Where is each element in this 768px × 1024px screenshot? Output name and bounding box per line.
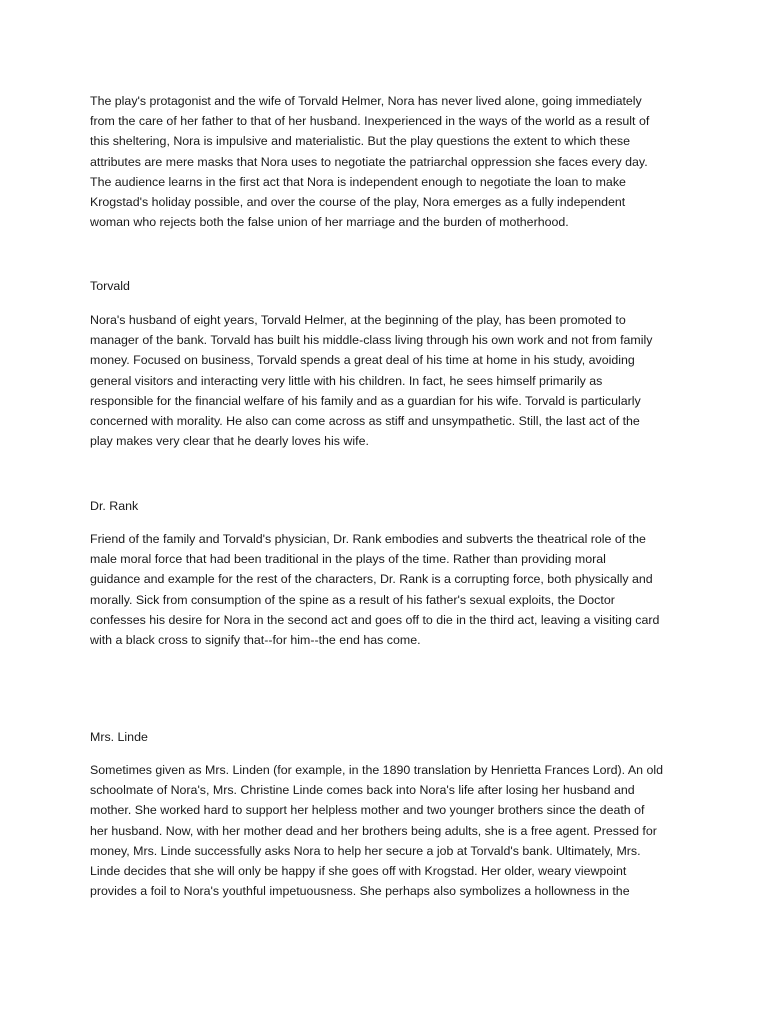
paragraph-line: schoolmate of Nora's, Mrs. Christine Linde comes back into Nora's life after losing her husband and xyxy=(90,783,635,798)
paragraph-torvald xyxy=(90,310,680,451)
paragraph-line: Sometimes given as Mrs. Linden (for example, in the 1890 translation by Henrietta Frances Lord). An old xyxy=(90,763,664,777)
paragraph-line: confesses his desire for Nora in the second act and goes off to die in the third act, leaving a visiting card xyxy=(90,612,660,627)
heading-torvald: Torvald xyxy=(90,279,130,293)
paragraph-line: male moral force that had been traditional in the plays of the time. Rather than providing moral xyxy=(90,552,606,567)
paragraph-line: mother. She worked hard to support her helpless mother and two younger brothers since the death of xyxy=(90,803,645,818)
paragraph-line: money. Focused on business, Torvald spends a great deal of his time at home in his study, avoiding xyxy=(90,353,635,368)
paragraph-line: woman who rejects both the false union of her marriage and the burden of motherhood. xyxy=(90,215,569,230)
paragraph-line: from the care of her father to that of her husband. Inexperienced in the ways of the world as a result of xyxy=(90,114,650,129)
paragraph-line: provides a foil to Nora's youthful impetuousness. She perhaps also symbolizes a hollowness in the xyxy=(90,884,630,899)
paragraph-line: guidance and example for the rest of the characters, Dr. Rank is a corrupting force, both physically and xyxy=(90,572,653,587)
paragraph-line: general visitors and interacting very little with his children. In fact, he sees himself primarily as xyxy=(90,373,603,388)
paragraph-line: concerned with morality. He also can come across as stiff and unsympathetic. Still, the last act of the xyxy=(90,414,640,429)
heading-dr-rank: Dr. Rank xyxy=(90,499,139,513)
paragraph-line: Linde decides that she will only be happy if she goes off with Krogstad. Her older, weary viewpoint xyxy=(90,864,627,879)
paragraph-line: responsible for the financial welfare of his family and as a guardian for his wife. Torvald is particularly xyxy=(90,393,641,408)
paragraph-line: Nora's husband of eight years, Torvald Helmer, at the beginning of the play, has been promoted to xyxy=(90,313,626,327)
paragraph-mrs-linde xyxy=(90,760,680,901)
paragraph-nora xyxy=(90,91,680,232)
paragraph-line: this sheltering, Nora is impulsive and materialistic. But the play questions the extent to which these xyxy=(90,134,630,149)
paragraph-line: money, Mrs. Linde successfully asks Nora to help her secure a job at Torvald's bank. Ultimately, Mrs. xyxy=(90,843,641,858)
paragraph-line: morally. Sick from consumption of the spine as a result of his father's sexual exploits, the Doctor xyxy=(90,592,615,607)
paragraph-line: Krogstad's holiday possible, and over the course of the play, Nora emerges as a fully independent xyxy=(90,195,626,210)
paragraph-line: attributes are mere masks that Nora uses to negotiate the patriarchal oppression she faces every day. xyxy=(90,154,648,169)
paragraph-line: The audience learns in the first act that Nora is independent enough to negotiate the loan to make xyxy=(90,174,626,189)
paragraph-line: with a black cross to signify that--for him--the end has come. xyxy=(90,633,421,648)
paragraph-dr-rank xyxy=(90,529,680,650)
paragraph-line: The play's protagonist and the wife of Torvald Helmer, Nora has never lived alone, going immediately xyxy=(90,94,642,108)
paragraph-line: Friend of the family and Torvald's physician, Dr. Rank embodies and subverts the theatrical role of the xyxy=(90,532,646,546)
heading-mrs-linde: Mrs. Linde xyxy=(90,730,148,744)
paragraph-line: play makes very clear that he dearly loves his wife. xyxy=(90,434,369,449)
paragraph-line: her husband. Now, with her mother dead and her brothers being adults, she is a free agent. Pressed for xyxy=(90,823,657,838)
paragraph-line: manager of the bank. Torvald has built his middle-class living through his own work and not from family xyxy=(90,333,653,348)
